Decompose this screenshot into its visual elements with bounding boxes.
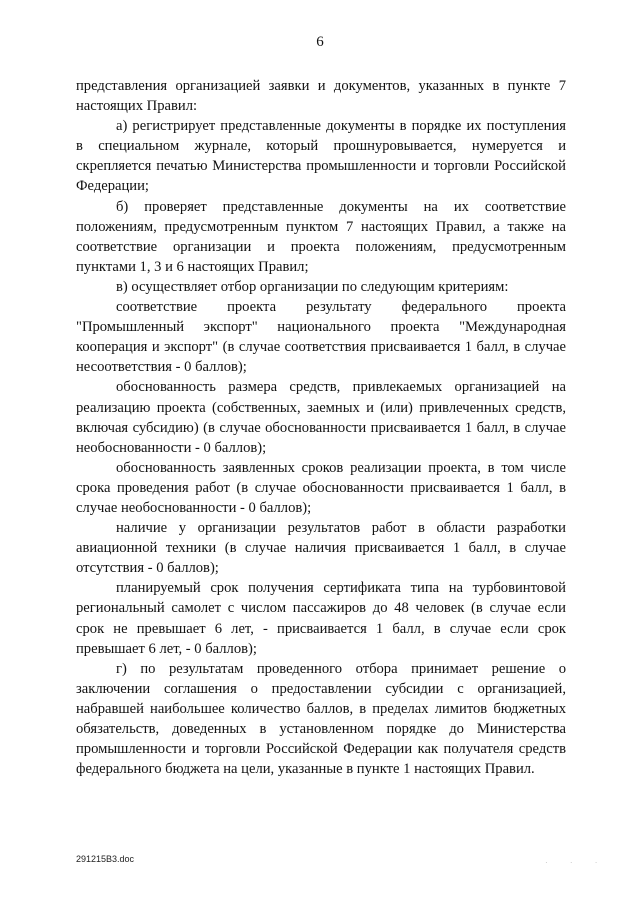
- criterion-aviation-experience: наличие у организации результатов работ в области разработки авиационной техники (в случае наличия присваивается 1 балл, в случае отсутствия - 0 баллов);: [76, 520, 566, 577]
- paragraph-item-v: в) осуществляет отбор организации по следующим критериям:: [116, 278, 509, 295]
- scan-marks: · · ·: [545, 858, 608, 867]
- document-body: [76, 76, 566, 779]
- criterion-export-project: соответствие проекта результату федерального проекта "Промышленный экспорт" национального проекта "Международная кооперация и экспорт" (в случае соответствия присваивается 1 балл, в случае несоответствия - 0 баллов);: [76, 299, 566, 376]
- paragraph-item-b: б) проверяет представленные документы на их соответствие положениям, предусмотренным пунктом 7 настоящих Правил, а также на соответствие организации и проекта положениям, предусмотренным пунктами 1, 3 и 6 настоящих Правил;: [76, 198, 566, 275]
- paragraph-item-a: а) регистрирует представленные документы в порядке их поступления в специальном журнале, который прошнуровывается, нумеруется и скрепляется печатью Министерства промышленности и торговли Российской Федерации;: [76, 118, 566, 195]
- paragraph-continuation: представления организацией заявки и документов, указанных в пункте 7 настоящих Правил:: [76, 78, 566, 115]
- paragraph-item-g: г) по результатам проведенного отбора принимает решение о заключении соглашения о предоставлении субсидии с организацией, набравшей наибольшее количество баллов, в пределах лимитов бюджетных обязательств, доведенных в установленном порядке до Министерства промышленности и торговли Российской Федерации как получателя средств федерального бюджета на цели, указанные в пункте 1 настоящих Правил.: [76, 660, 566, 778]
- page-number: 6: [316, 34, 324, 50]
- criterion-funding-justification: обоснованность размера средств, привлекаемых организацией на реализацию проекта (собственных, заемных и (или) привлеченных средств, включая субсидию) (в случае обоснованности присваивается 1 балл, в случае необоснованности - 0 баллов);: [76, 379, 566, 456]
- criterion-timeline-justification: обоснованность заявленных сроков реализации проекта, в том числе срока проведения работ (в случае обоснованности присваивается 1 балл, в случае необоснованности - 0 баллов);: [76, 459, 566, 516]
- criterion-certification-timeline: планируемый срок получения сертификата типа на турбовинтовой региональный самолет с числом пассажиров до 48 человек (в случае если срок не превышает 6 лет, - присваивается 1 балл, в случае если срок превышает 6 лет, - 0 баллов);: [76, 580, 566, 657]
- footer-filename: 291215B3.doc: [76, 854, 135, 864]
